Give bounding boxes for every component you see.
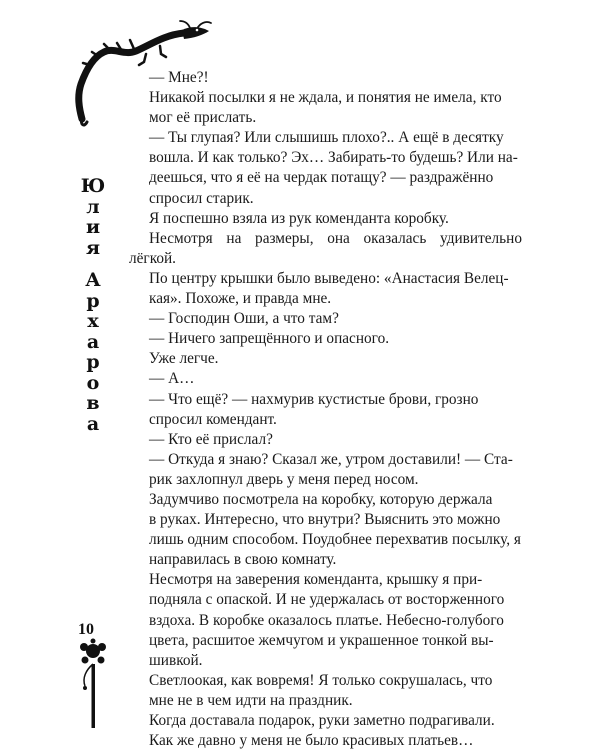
body-paragraph (129, 309, 522, 329)
body-paragraph (129, 570, 522, 670)
author-letter: а (86, 412, 100, 435)
body-paragraph (129, 711, 522, 751)
author-letter: в (86, 392, 100, 415)
author-letter: и (85, 216, 101, 239)
author-letter: р (86, 351, 100, 374)
text-line: Задумчиво посмотрела на коробку, которую держала (149, 490, 493, 508)
text-line: Светлоокая, как вовремя! Я только сокрушалась, что (149, 671, 493, 689)
text-line: Несмотря на размеры, она оказалась удивительно лёгкой. (129, 229, 522, 267)
text-line: вздоха. В коробке оказалось платье. Небесно-голубого (149, 611, 504, 629)
text-line: Несмотря на заверения коменданта, крышку я при- (149, 571, 483, 589)
text-line: — Господин Оши, а что там? (149, 310, 339, 328)
author-letter: х (87, 310, 99, 333)
author-letter: я (85, 236, 101, 259)
text-line: Я поспешно взяла из рук коменданта коробку. (149, 209, 449, 227)
body-paragraph (129, 349, 522, 369)
text-line: подняла с опаской. И не удержалась от восторженного (149, 591, 505, 609)
body-paragraph (129, 128, 522, 208)
text-line: направилась в свою комнату. (149, 551, 337, 569)
text-line: По центру крышки было выведено: «Анастасия Велец- (149, 269, 509, 287)
body-paragraph (129, 68, 522, 88)
text-line: Как же давно у меня не было красивых платьев… (149, 732, 474, 750)
text-line: — Что ещё? — нахмурив кустистые брови, грозно (149, 390, 479, 408)
text-line: спросил старик. (149, 189, 254, 207)
body-paragraph (129, 390, 522, 430)
author-letter: л (86, 195, 100, 218)
text-line: Никакой посылки я не ждала, и понятия не имела, кто (149, 89, 502, 107)
body-paragraph (129, 671, 522, 711)
body-paragraph (129, 209, 522, 269)
text-line: мог её прислать. (149, 109, 257, 127)
body-paragraph (129, 269, 522, 309)
body-paragraph (129, 430, 522, 450)
body-text (129, 68, 522, 751)
text-line: цвета, расшитое жемчугом и украшенное тонкой вы- (149, 631, 494, 649)
text-line: спросил комендант. (149, 410, 277, 428)
text-line: — Откуда я знаю? Сказал же, утром доставили! — Ста- (149, 450, 513, 468)
text-line: шивкой. (149, 651, 203, 669)
text-line: деешься, что я её на чердак потащу? — раздражённо (149, 169, 494, 187)
text-line: — Мне?! (149, 69, 209, 86)
author-letter: а (86, 330, 100, 353)
author-letter: А (85, 269, 101, 292)
text-line: Уже легче. (149, 350, 219, 368)
author-letter: Ю (80, 175, 106, 197)
body-paragraph (129, 369, 522, 389)
author-name-vertical (80, 176, 106, 434)
text-line: — А… (149, 370, 195, 388)
body-paragraph (129, 450, 522, 490)
text-line: лишь одним способом. Поудобнее перехватив посылку, я (149, 531, 521, 549)
page-number: 10 (78, 621, 94, 638)
text-line: — Ты глупая? Или слышишь плохо?.. А ещё в десятку (149, 129, 504, 147)
author-letter: о (86, 371, 100, 394)
text-line: вошла. И как только? Эх… Забирать-то будешь? Или на- (149, 149, 518, 167)
text-line: Когда доставала подарок, руки заметно подрагивали. (149, 712, 495, 729)
text-line: рик захлопнул дверь у меня перед носом. (149, 470, 419, 488)
author-letter: р (86, 289, 100, 312)
text-line: мне не в чем идти на праздник. (149, 691, 353, 709)
body-paragraph (129, 88, 522, 128)
body-paragraph (129, 490, 522, 570)
text-line: кая». Похоже, и правда мне. (149, 290, 332, 308)
hairpin-ornament (76, 638, 110, 730)
text-line: — Кто её прислал? (149, 430, 273, 448)
body-paragraph (129, 329, 522, 349)
text-line: в руках. Интересно, что внутри? Выяснить это можно (149, 511, 501, 529)
text-line: — Ничего запрещённого и опасного. (149, 330, 390, 348)
